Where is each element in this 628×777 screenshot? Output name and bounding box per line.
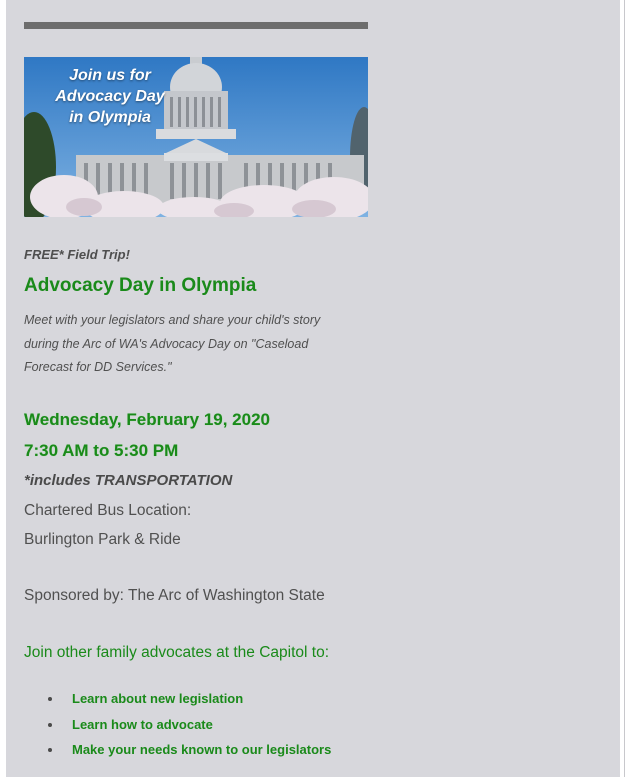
bullet-icon: [48, 697, 52, 701]
panel-edge: [624, 0, 625, 777]
goals-list: [48, 690, 331, 767]
event-time: 7:30 AM to 5:30 PM: [24, 441, 179, 460]
description-line: Meet with your legislators and share your child's story: [24, 313, 321, 327]
event-title: Advocacy Day in Olympia: [24, 275, 257, 296]
banner-caption: [24, 65, 196, 128]
event-description: [24, 309, 320, 380]
list-item: [48, 741, 331, 767]
sponsor-line: Sponsored by: The Arc of Washington State: [24, 587, 325, 604]
goal-text: Learn how to advocate: [72, 716, 213, 732]
description-line: Forecast for DD Services.": [24, 360, 172, 374]
bullet-icon: [48, 723, 52, 727]
bus-location: Burlington Park & Ride: [24, 531, 181, 548]
bullet-icon: [48, 748, 52, 752]
description-line: during the Arc of WA's Advocacy Day on "Caseload: [24, 336, 309, 351]
list-item: [48, 716, 331, 742]
goal-text: Learn about new legislation: [72, 691, 244, 706]
banner-line-2: Advocacy Day: [55, 88, 165, 105]
join-text: Join other family advocates at the Capitol to:: [24, 644, 329, 661]
bus-location-label: Chartered Bus Location:: [24, 502, 192, 519]
banner-line-1: Join us for: [69, 67, 151, 84]
banner-line-3: in Olympia: [69, 109, 151, 126]
section-divider: [24, 22, 368, 29]
event-date: Wednesday, February 19, 2020: [24, 410, 270, 429]
list-item: [48, 690, 331, 716]
goal-text: Make your needs known to our legislators: [72, 742, 332, 757]
transport-note: *includes TRANSPORTATION: [24, 472, 233, 489]
advocacy-day-banner-image: [24, 57, 368, 217]
event-kicker: FREE* Field Trip!: [24, 247, 130, 262]
